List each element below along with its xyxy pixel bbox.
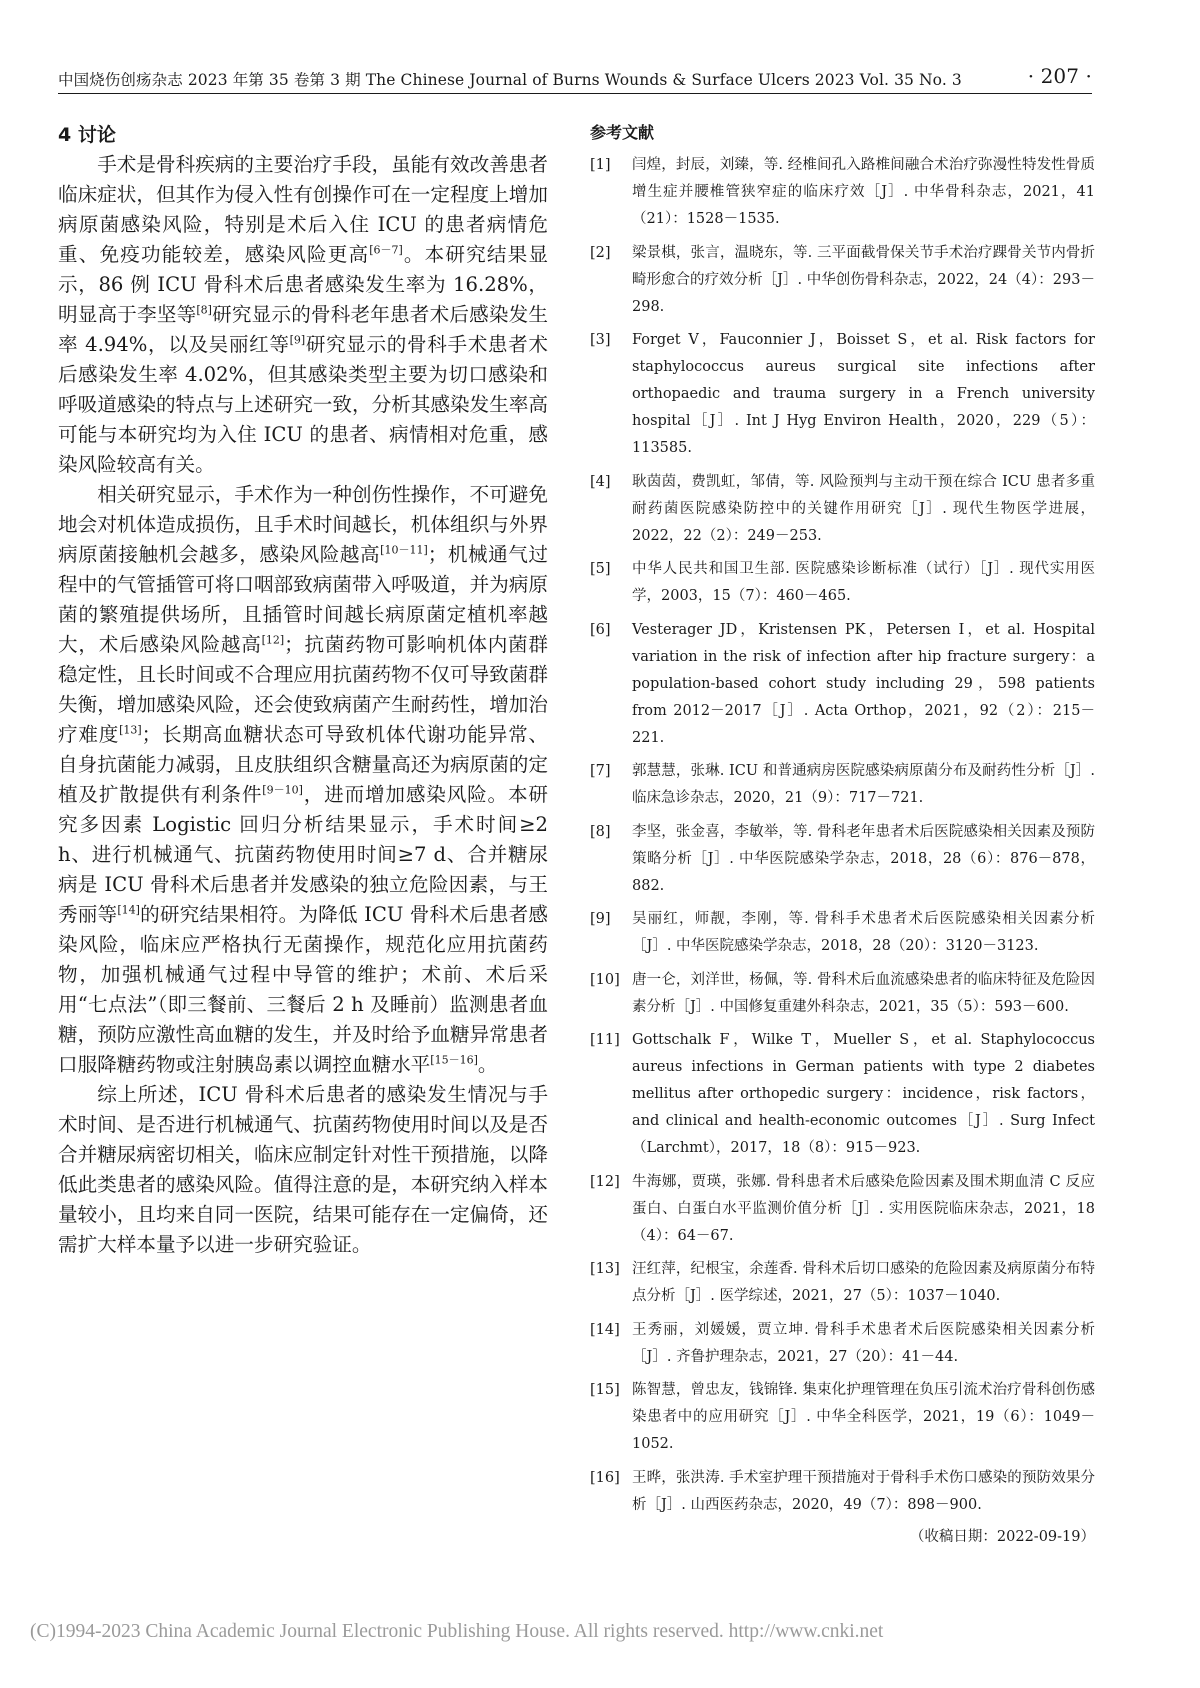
reference-item [590, 152, 1095, 233]
reference-item [590, 240, 1095, 321]
references-heading: 参考文献 [590, 123, 655, 142]
running-title: 中国烧伤创疡杂志 2023 年第 35 卷第 3 期 The Chinese Journal of Burns Wounds & Surface Ulcers 2023 Vol. 35 No. 3 [58, 71, 962, 89]
citation-marker: [12] [261, 633, 285, 647]
citation-marker: [8] [196, 303, 212, 317]
reference-text: 耿茵茵，费凯虹，邹倩，等. 风险预判与主动干预在综合 ICU 患者多重耐药菌医院感染防控中的关键作用研究［J］. 现代生物医学进展，2022，22（2）：249－253. [632, 473, 1095, 544]
reference-text: 闫煌，封辰，刘臻，等. 经椎间孔入路椎间融合术治疗弥漫性特发性骨质增生症并腰椎管狭窄症的临床疗效［J］. 中华骨科杂志，2021，41（21）：1528－1535. [632, 157, 1095, 227]
citation-marker: [9] [289, 333, 306, 347]
reference-text: 郭慧慧，张琳. ICU 和普通病房医院感染病原菌分布及耐药性分析［J］. 临床急诊杂志，2020，21（9）：717－721. [632, 763, 1095, 806]
reference-number: [8] [590, 823, 611, 840]
reference-text: 牛海娜，贾瑛，张娜. 骨科患者术后感染危险因素及围术期血清 C 反应蛋白、白蛋白水平监测价值分析［J］. 实用医院临床杂志，2021，18（4）：64－67. [632, 1173, 1095, 1244]
reference-text: Vesterager JD，Kristensen PK，Petersen I，et al. Hospital variation in the risk of infection after hip fracture surgery：a population-based cohort study including 29，598 patients from 2012－2017［J］. Acta Orthop，2021，92（2）：215－221. [632, 621, 1095, 746]
discussion-paragraph: 综上所述，ICU 骨科术后患者的感染发生情况与手术时间、是否进行机械通气、抗菌药物使用时间以及是否合并糖尿病密切相关，临床应制定针对性干预措施，以降低此类患者的感染风险。值得注意的是，本研究纳入样本量较小，且均来自同一医院，结果可能存在一定偏倚，还需扩大样本量予以进一步研究验证。 [58, 1083, 548, 1256]
reference-item [590, 617, 1095, 752]
reference-text: 梁景棋，张言，温晓东，等. 三平面截骨保关节手术治疗踝骨关节内骨折畸形愈合的疗效分析［J］. 中华创伤骨科杂志，2022，24（4）：293－298. [632, 244, 1095, 315]
reference-item [590, 469, 1095, 550]
reference-text: 王秀丽，刘媛媛，贾立坤. 骨科手术患者术后医院感染相关因素分析［J］. 齐鲁护理杂志，2021，27（20）：41－44. [632, 1321, 1095, 1365]
reference-number: [14] [590, 1321, 620, 1338]
reference-item [590, 1256, 1095, 1310]
reference-item [590, 967, 1095, 1021]
discussion-paragraph: 手术是骨科疾病的主要治疗手段，虽能有效改善患者临床症状，但其作为侵入性有创操作可在一定程度上增加病原菌感染风险，特别是术后入住 ICU 的患者病情危重、免疫功能较差，感染风险更高[6－7]。本研究结果显示，86 例 ICU 骨科术后患者感染发生率为 16.28%，明显高于李坚等[8]研究显示的骨科老年患者术后感染发生率 4.94%，以及吴丽红等[9]研究显示的骨科手术患者术后感染发生率 4.02%，但其感染类型主要为切口感染和呼吸道感染的特点与上述研究一致，分析其感染发生率高可能与本研究均为入住 ICU 的患者、病情相对危重，感染风险较高有关。 [58, 153, 549, 476]
copyright-notice: (C)1994-2023 China Academic Journal Electronic Publishing House. All rights reserved. http://www.cnki.net [30, 1621, 884, 1642]
header-rule [58, 93, 1092, 94]
discussion-body [58, 150, 548, 1260]
reference-text: 吴丽红，师靓，李刚，等. 骨科手术患者术后医院感染相关因素分析［J］. 中华医院感染学杂志，2018，28（20）：3120－3123. [632, 911, 1095, 954]
reference-text: 李坚，张金喜，李敏举，等. 骨科老年患者术后医院感染相关因素及预防策略分析［J］. 中华医院感染学杂志，2018，28（6）：876－878，882. [632, 823, 1095, 894]
reference-number: [1] [590, 157, 611, 173]
reference-number: [5] [590, 561, 611, 577]
reference-item [590, 758, 1095, 812]
reference-text: 王晔，张洪涛. 手术室护理干预措施对于骨科手术伤口感染的预防效果分析［J］. 山西医药杂志，2020，49（7）：898－900. [632, 1469, 1095, 1513]
reference-number: [13] [590, 1261, 620, 1277]
reference-text: 陈智慧，曾忠友，钱锦锋. 集束化护理管理在负压引流术治疗骨科创伤感染患者中的应用研究［J］. 中华全科医学，2021，19（6）：1049－1052. [632, 1382, 1095, 1452]
reference-number: [3] [590, 332, 611, 348]
references-column [590, 120, 1095, 1549]
reference-text: Gottschalk F，Wilke T，Mueller S，et al. Staphylococcus aureus infections in German patients with type 2 diabetes mellitus after orthopedic surgery：incidence，risk factors，and clinical and health-economic outcomes［J］. Surg Infect（Larchmt），2017，18（8）：915－923. [632, 1032, 1095, 1156]
reference-number: [11] [590, 1032, 620, 1048]
reference-number: [12] [590, 1173, 620, 1190]
running-header [58, 66, 1092, 92]
reference-item [590, 1317, 1095, 1371]
reference-item [590, 906, 1095, 960]
citation-marker: [10－11] [380, 543, 428, 557]
reference-item [590, 1377, 1095, 1458]
received-date: （收稿日期：2022-09-19） [909, 1529, 1095, 1545]
reference-item [590, 1465, 1095, 1519]
page-number: · 207 · [1027, 64, 1092, 88]
reference-item [590, 1169, 1095, 1250]
reference-number: [15] [590, 1382, 620, 1398]
reference-text: 唐一仑，刘洋世，杨佩，等. 骨科术后血流感染患者的临床特征及危险因素分析［J］. 中国修复重建外科杂志，2021，35（5）：593－600. [632, 971, 1095, 1015]
reference-text: Forget V，Fauconnier J，Boisset S，et al. Risk factors for staphylococcus aureus surgical site infections after orthopaedic and trauma surgery in a French university hospital［J］. Int J Hyg Environ Health，2020，229（5）：113585. [632, 332, 1095, 456]
reference-number: [2] [590, 244, 611, 261]
citation-marker: [15－16] [430, 1053, 478, 1067]
discussion-paragraph: 相关研究显示，手术作为一种创伤性操作，不可避免地会对机体造成损伤，且手术时间越长，机体组织与外界病原菌接触机会越多，感染风险越高[10－11]；机械通气过程中的气管插管可将口咽部致病菌带入呼吸道，并为病原菌的繁殖提供场所，且插管时间越长病原菌定植机率越大，术后感染风险越高[12]；抗菌药物可影响机体内菌群稳定性，且长时间或不合理应用抗菌药物不仅可导致菌群失衡，增加感染风险，还会使致病菌产生耐药性，增加治疗难度[13]；长期高血糖状态可导致机体代谢功能异常、自身抗菌能力减弱，且皮肤组织含糖量高还为病原菌的定植及扩散提供有利条件[9－10]，进而增加感染风险。本研究多因素 Logistic 回归分析结果显示，手术时间≥2 h、进行机械通气、抗菌药物使用时间≥7 d、合并糖尿病是 ICU 骨科术后患者并发感染的独立危险因素，与王秀丽等[14]的研究结果相符。为降低 ICU 骨科术后患者感染风险，临床应严格执行无菌操作，规范化应用抗菌药物，加强机械通气过程中导管的维护；术前、术后采用“七点法”（即三餐前、三餐后 2 h 及睡前）监测患者血糖，预防应激性高血糖的发生，并及时给予血糖异常患者口服降糖药物或注射胰岛素以调控血糖水平[15－16]。 [58, 483, 549, 1076]
reference-item [590, 1027, 1095, 1162]
discussion-column [58, 120, 548, 1260]
reference-text: 汪红萍，纪根宝，余莲香. 骨科术后切口感染的危险因素及病原菌分布特点分析［J］. 医学综述，2021，27（5）：1037－1040. [632, 1261, 1095, 1304]
citation-marker: [9－10] [262, 783, 303, 797]
section-heading: 4 讨论 [58, 124, 116, 146]
reference-number: [10] [590, 971, 620, 988]
reference-item [590, 327, 1095, 462]
reference-item [590, 556, 1095, 610]
citation-marker: [14] [117, 903, 140, 917]
reference-text: 中华人民共和国卫生部. 医院感染诊断标准（试行）［J］. 现代实用医学，2003，15（7）：460－465. [632, 561, 1095, 604]
reference-number: [9] [590, 911, 611, 927]
reference-list [590, 152, 1095, 1519]
reference-number: [7] [590, 763, 611, 779]
citation-marker: [6－7] [369, 243, 403, 257]
reference-number: [16] [590, 1469, 620, 1486]
reference-number: [4] [590, 473, 611, 490]
citation-marker: [13] [119, 723, 142, 737]
reference-item [590, 819, 1095, 900]
reference-number: [6] [590, 621, 611, 638]
